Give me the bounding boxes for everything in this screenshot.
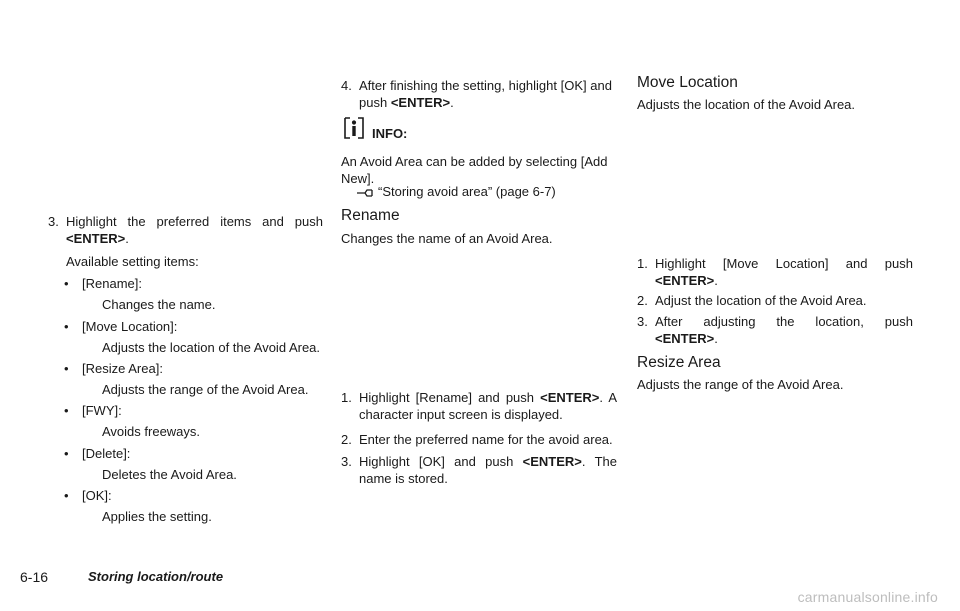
- move-step-3: 3. After adjusting the location, push <ENTER>.: [637, 314, 913, 346]
- step-number: 3.: [48, 214, 59, 229]
- bullet-icon: •: [64, 403, 69, 418]
- step-4: 4. After finishing the setting, highlight [OK] and push <ENTER>.: [341, 78, 612, 110]
- move-step-1: 1. Highlight [Move Location] and push <ENTER>.: [637, 256, 913, 288]
- bullet-icon: •: [64, 361, 69, 376]
- reference-pointer-icon: [356, 186, 374, 198]
- enter-key-label: <ENTER>: [655, 273, 715, 288]
- move-step-2: 2. Adjust the location of the Avoid Area.: [637, 293, 867, 308]
- enter-key-label: <ENTER>: [66, 231, 126, 246]
- enter-key-label: <ENTER>: [655, 331, 715, 346]
- info-text: An Avoid Area can be added by selecting [Add New].: [341, 154, 608, 186]
- watermark: carmanualsonline.info: [797, 589, 938, 605]
- reference-link[interactable]: “Storing avoid area” (page 6-7): [378, 184, 556, 199]
- page-number: 6-16: [20, 569, 49, 585]
- move-location-description: Adjusts the location of the Avoid Area.: [637, 97, 856, 112]
- available-items-label: Available setting items:: [66, 254, 199, 269]
- enter-key-label: <ENTER>: [522, 454, 582, 469]
- resize-area-heading: Resize Area: [637, 354, 721, 371]
- step-3: 3. Highlight the preferred items and push <ENTER>.: [48, 214, 323, 246]
- resize-area-description: Adjusts the range of the Avoid Area.: [637, 377, 844, 392]
- bullet-icon: •: [64, 488, 69, 503]
- move-location-heading: Move Location: [637, 74, 738, 91]
- rename-step-3: 3. Highlight [OK] and push <ENTER>. The name is stored.: [341, 454, 617, 486]
- enter-key-label: <ENTER>: [390, 95, 451, 110]
- rename-description: Changes the name of an Avoid Area.: [341, 231, 553, 246]
- info-title: INFO:: [372, 126, 408, 141]
- rename-step-2: 2. Enter the preferred name for the avoid area.: [341, 432, 613, 447]
- enter-key-label: <ENTER>: [540, 390, 600, 405]
- rename-heading: Rename: [341, 207, 400, 224]
- bullet-icon: •: [64, 276, 69, 291]
- bullet-icon: •: [64, 319, 69, 334]
- info-icon: [343, 116, 365, 140]
- rename-step-1: 1. Highlight [Rename] and push <ENTER>. A character input screen is displayed.: [341, 390, 617, 422]
- step-number: 4.: [341, 78, 352, 93]
- step-text: Highlight the preferred items and push: [66, 214, 323, 229]
- bullet-icon: •: [64, 446, 69, 461]
- section-title: Storing location/route: [88, 569, 224, 584]
